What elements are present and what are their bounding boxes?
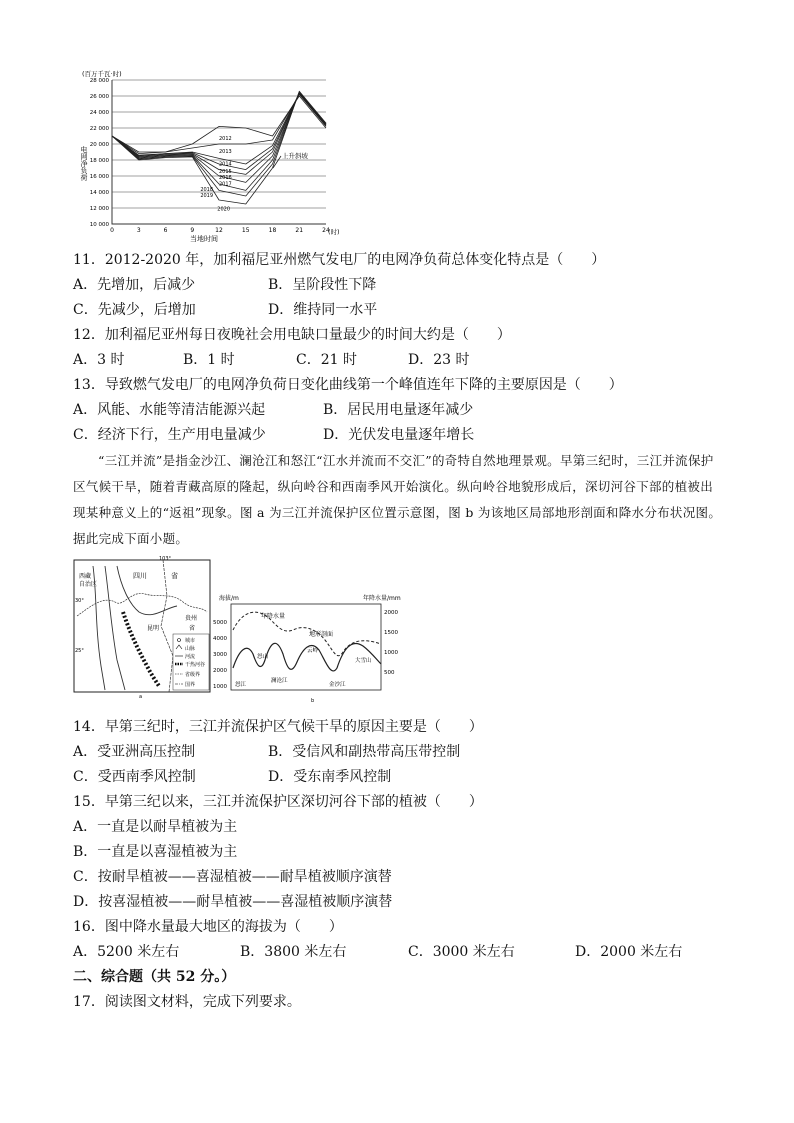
q14-option-d[interactable]: D．受东南季风控制 — [268, 769, 392, 785]
chart-y-tick-label: 22 000 — [89, 126, 109, 132]
profile-left-tick: 3000 — [213, 652, 227, 658]
profile-label-jinshajiang: 金沙江 — [329, 682, 346, 688]
q16-option-b[interactable]: B．3800 米左右 — [240, 944, 347, 960]
chart-series-label-2018: 2018 — [200, 187, 214, 194]
q13-option-b[interactable]: B．居民用电量逐年减少 — [323, 402, 474, 418]
legend-dry-valley: 干热河谷 — [185, 662, 206, 668]
map-region-text: 西藏 — [79, 573, 92, 580]
profile-right-tick: 2000 — [384, 610, 398, 616]
map-place-kunming: 昆明 — [147, 625, 160, 632]
profile-label-yunling: 云岭 — [307, 648, 319, 654]
q12-option-b[interactable]: B．1 时 — [183, 352, 235, 368]
chart-x-tick-label: 6 — [163, 227, 168, 234]
chart-y-tick-label: 20 000 — [89, 142, 109, 148]
map-place-sheng-2: 省 — [189, 625, 196, 632]
chart-series-label-2013: 2013 — [219, 148, 232, 155]
q12-stem: 12．加利福尼亚州每日夜晚社会用电缺口量最少的时间大约是（ ） — [73, 327, 511, 343]
chart-series-label-2019: 2019 — [200, 192, 214, 199]
q16-option-c[interactable]: C．3000 米左右 — [408, 944, 515, 960]
profile-label-nujiang: 怒江 — [235, 682, 247, 688]
legend-city: 城市 — [185, 638, 196, 644]
q15-option-b[interactable]: B．一直是以喜湿植被为主 — [73, 844, 238, 860]
chart-x-tick-label: 3 — [136, 227, 141, 234]
profile-left-ticks — [213, 620, 227, 690]
q13-stem: 13．导致燃气发电厂的电网净负荷日变化曲线第一个峰值连年下降的主要原因是（ ） — [73, 377, 623, 393]
passage: “三江并流”是指金沙江、澜沧江和怒江“江水并流而不交汇”的奇特自然地理景观。早第三纪时，三江并流保护区气候干旱，随着青藏高原的隆起，纵向岭谷和西南季风开始演化。纵向岭谷地貌形成后，深切河谷下部的植被出现某种意义上的“返祖”现象。图 a 为三江并流保护区位置示意图，图 b 为该地区局部地形剖面和降水分布状况图。据此完成下面小题。 — [73, 453, 722, 546]
q11-stem: 11．2012-2020 年，加利福尼亚州燃气发电厂的电网净负荷总体变化特点是（ ） — [73, 252, 606, 268]
q14-stem: 14．早第三纪时，三江并流保护区气候干旱的原因主要是（ ） — [73, 719, 483, 735]
map-label-a: a — [139, 694, 143, 698]
map-lat-30: 30° — [75, 598, 84, 604]
profile-left-tick: 5000 — [213, 620, 227, 626]
legend-river: 河流 — [185, 654, 196, 660]
chart-x-ticks — [110, 227, 330, 234]
q14-option-b[interactable]: B．受信风和副热带高压带控制 — [268, 744, 461, 760]
chart-y-tick-label: 28 000 — [89, 78, 109, 84]
chart-unit-label: (百万千瓦·时) — [82, 70, 122, 78]
q13-option-d[interactable]: D．光伏发电量逐年增长 — [323, 427, 475, 443]
q11-option-d[interactable]: D．维持同一水平 — [268, 302, 378, 318]
legend-mountain: 山脉 — [185, 646, 196, 652]
chart-y-tick-label: 24 000 — [89, 110, 109, 116]
map-legend — [173, 634, 209, 690]
chart-series-label-2014: 2014 — [219, 161, 232, 168]
q12-option-d[interactable]: D．23 时 — [408, 352, 470, 368]
chart-x-unit: (时) — [328, 228, 340, 236]
q15-stem: 15．早第三纪以来，三江并流保护区深切河谷下部的植被（ ） — [73, 794, 483, 810]
legend-national-border: 国界 — [185, 682, 196, 688]
profile-right-tick: 1500 — [384, 630, 398, 636]
chart-series-label-2012: 2012 — [219, 136, 232, 142]
chart-series-label-2016: 2016 — [219, 175, 232, 182]
profile-right-tick: 500 — [384, 670, 395, 676]
chart-xlabel: 当地时间 — [190, 235, 218, 243]
profile-label-precip: 年降水量 — [261, 613, 286, 620]
chart-y-tick-label: 10 000 — [89, 222, 109, 228]
chart-x-tick-label: 21 — [295, 227, 304, 234]
chart-x-tick-label: 18 — [268, 227, 277, 234]
chart-series-label-2020: 2020 — [217, 206, 231, 213]
profile-label-daxueshan: 大雪山 — [355, 658, 372, 664]
chart-y-tick-label: 14 000 — [89, 190, 109, 196]
chart-y-tick-label: 16 000 — [89, 174, 109, 180]
q13-option-a[interactable]: A．风能、水能等清洁能源兴起 — [73, 402, 266, 418]
chart-y-tick-label: 18 000 — [89, 158, 109, 164]
chart-annotation: 上升斜坡 — [282, 152, 308, 160]
q15-option-a[interactable]: A．一直是以耐旱植被为主 — [73, 819, 238, 835]
chart-y-tick-label: 12 000 — [89, 206, 109, 212]
map-place-sheng-1: 省 — [171, 572, 178, 580]
chart-x-tick-label: 0 — [110, 227, 114, 234]
profile-left-axis: 海拔/m — [219, 595, 239, 602]
q14-option-a[interactable]: A．受亚洲高压控制 — [73, 744, 196, 760]
profile-frame — [231, 604, 381, 690]
map-place-guizhou: 贵州 — [185, 615, 198, 622]
chart-x-tick-label: 15 — [241, 227, 250, 234]
q15-option-c[interactable]: C．按耐旱植被——喜湿植被——耐旱植被顺序演替 — [73, 869, 392, 885]
profile-label-terrain: 地形剖面 — [309, 631, 334, 638]
profile-left-tick: 2000 — [213, 668, 227, 674]
q16-option-a[interactable]: A．5200 米左右 — [73, 944, 180, 960]
chart-x-tick-label: 12 — [215, 227, 223, 234]
chart-y-tick-label: 26 000 — [89, 94, 109, 100]
chart-series-label-2017: 2017 — [219, 181, 232, 188]
chart-x-tick-label: 9 — [190, 227, 195, 234]
q15-option-d[interactable]: D．按喜湿植被——耐旱植被——喜湿植被顺序演替 — [73, 894, 393, 910]
legend-province-border: 省级界 — [185, 672, 201, 678]
q14-option-c[interactable]: C．受西南季风控制 — [73, 769, 196, 785]
q12-option-c[interactable]: C．21 时 — [296, 352, 357, 368]
q16-option-d[interactable]: D．2000 米左右 — [575, 944, 683, 960]
map-region-text-2: 自治区 — [79, 581, 98, 588]
profile-right-axis: 年降水量/mm — [363, 595, 401, 602]
q11-option-c[interactable]: C．先减少，后增加 — [73, 302, 196, 318]
profile-label-nushan: 怒山 — [257, 654, 269, 660]
map-lat-25: 25° — [75, 648, 84, 654]
section-2-heading: 二、综合题（共 52 分。） — [73, 969, 236, 985]
q11-option-b[interactable]: B．呈阶段性下降 — [268, 277, 377, 293]
profile-right-ticks — [384, 610, 398, 676]
map-place-sichuan: 四川 — [133, 572, 147, 580]
net-load-chart — [78, 66, 358, 246]
location-map-a — [73, 556, 213, 698]
chart-x-tick-label: 24 — [322, 227, 330, 234]
chart-y-ticks — [90, 78, 110, 228]
profile-chart-b — [213, 590, 413, 704]
profile-left-tick: 1000 — [213, 684, 227, 690]
chart-series-label-2015: 2015 — [219, 168, 232, 175]
map-longitude: 103° — [159, 556, 172, 562]
chart-ylabel: 电网净负荷 — [80, 146, 88, 181]
profile-label-b: b — [311, 698, 315, 704]
profile-left-tick: 4000 — [213, 636, 227, 642]
q16-stem: 16．图中降水量最大地区的海拔为（ ） — [73, 919, 343, 935]
q12-option-a[interactable]: A．3 时 — [73, 352, 125, 368]
q11-option-a[interactable]: A．先增加，后减少 — [73, 277, 196, 293]
profile-label-lancangjiang: 澜沧江 — [271, 678, 288, 684]
q17-stem: 17．阅读图文材料，完成下列要求。 — [73, 994, 301, 1010]
profile-right-tick: 1000 — [384, 650, 398, 656]
q13-option-c[interactable]: C．经济下行，生产用电量减少 — [73, 427, 266, 443]
